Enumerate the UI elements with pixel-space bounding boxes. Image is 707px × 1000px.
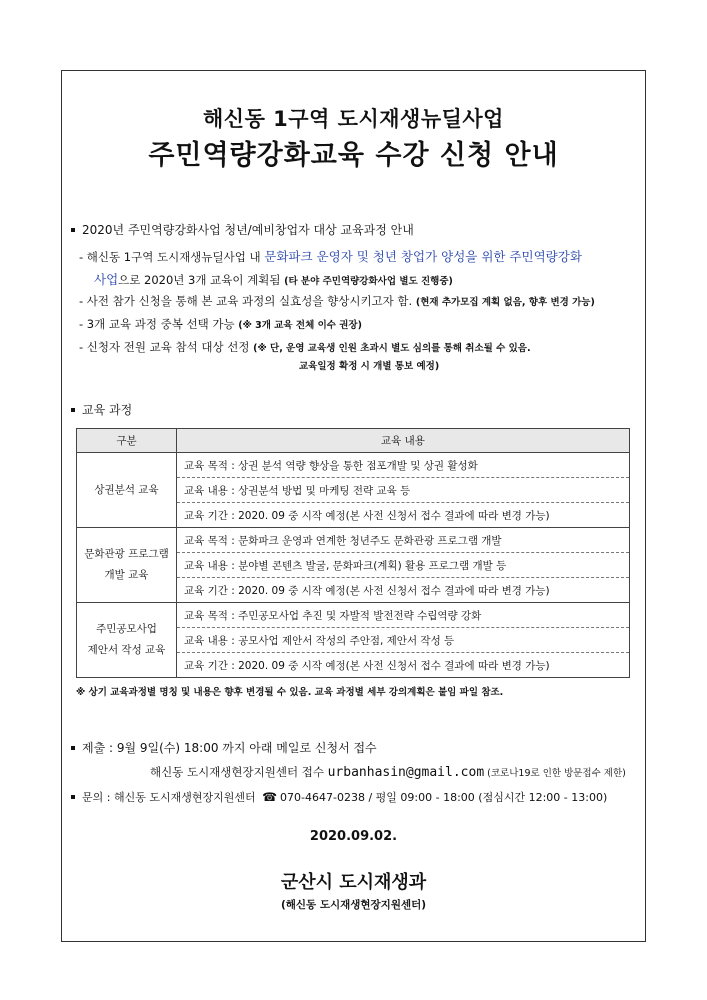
bullet3-text: - 3개 교육 과정 중복 선택 가능 bbox=[79, 317, 239, 331]
email-link[interactable]: urbanhasin@gmail.com bbox=[327, 765, 485, 780]
submission-note: (코로나19로 인한 방문접수 제한) bbox=[484, 768, 626, 779]
notice-document bbox=[61, 70, 646, 942]
course-detail: 교육 내용 : 분야별 콘텐츠 발굴, 문화파크(계획) 활용 프로그램 개발 등 bbox=[177, 553, 630, 578]
table-header-row bbox=[77, 429, 630, 453]
course-detail: 교육 목적 : 상권 분석 역량 향상을 통한 점포개발 및 상권 활성화 bbox=[177, 453, 630, 478]
office-hours: / 평일 09:00 - 18:00 (점심시간 12:00 - 13:00) bbox=[364, 791, 608, 804]
inquiry-line bbox=[71, 789, 607, 805]
course-detail: 교육 기간 : 2020. 09 중 시작 예정(본 사전 신청서 접수 결과에 따라 변경 가능) bbox=[177, 653, 630, 678]
category-label-cont: 개발 교육 bbox=[104, 569, 149, 581]
intro-bullet-3 bbox=[79, 316, 362, 332]
issuing-organization: 군산시 도시재생과 bbox=[280, 872, 427, 893]
course-detail: 교육 기간 : 2020. 09 중 시작 예정(본 사전 신청서 접수 결과에 따라 변경 가능) bbox=[177, 503, 630, 528]
course-heading-text: 교육 과정 bbox=[82, 403, 133, 417]
column-header-category: 구분 bbox=[77, 429, 177, 453]
intro-bullet-2 bbox=[79, 293, 595, 309]
bullet3-note: (※ 3개 교육 전체 이수 권장) bbox=[238, 320, 362, 331]
bullet1-highlight-a: 문화파크 운영자 및 청년 창업가 양성을 위한 주민역량강화 bbox=[264, 249, 582, 264]
intro-bullet-4-cont bbox=[299, 358, 439, 372]
course-detail: 교육 내용 : 상권분석 방법 및 마케팅 전략 교육 등 bbox=[177, 478, 630, 503]
bullet-icon bbox=[71, 746, 75, 750]
bullet1-prefix: - 해신동 1구역 도시재생뉴딜사업 내 bbox=[79, 250, 265, 264]
bullet1-highlight-b: 사업 bbox=[94, 272, 119, 287]
table-footnote: ※ 상기 교육과정별 명칭 및 내용은 향후 변경될 수 있음. 교육 과정별 세부 강의계획은 붙임 파일 참조. bbox=[76, 687, 504, 698]
course-category bbox=[77, 528, 177, 603]
course-category bbox=[77, 453, 177, 528]
bullet-icon bbox=[71, 795, 75, 799]
bullet2-note: (현재 추가모집 계획 없음, 향후 변경 가능) bbox=[415, 297, 595, 308]
submission-email-line bbox=[150, 764, 626, 780]
page-title-line1: 해신동 1구역 도시재생뉴딜사업 bbox=[203, 107, 504, 131]
submission-center-label: 해신동 도시재생현장지원센터 접수 bbox=[150, 765, 328, 779]
category-label-cont: 제안서 작성 교육 bbox=[87, 644, 166, 656]
course-table bbox=[76, 428, 630, 678]
intro-bullet-1b bbox=[94, 270, 453, 288]
intro-heading-text: 2020년 주민역량강화사업 청년/예비창업자 대상 교육과정 안내 bbox=[82, 223, 414, 237]
course-detail: 교육 내용 : 공모사업 제안서 작성의 주안점, 제안서 작성 등 bbox=[177, 628, 630, 653]
course-detail: 교육 기간 : 2020. 09 중 시작 예정(본 사전 신청서 접수 결과에 따라 변경 가능) bbox=[177, 578, 630, 603]
category-label: 문화관광 프로그램 bbox=[84, 548, 169, 560]
course-detail: 교육 목적 : 문화파크 운영과 연계한 청년주도 문화관광 프로그램 개발 bbox=[177, 528, 630, 553]
bullet4-text: - 신청자 전원 교육 참석 대상 선정 bbox=[79, 340, 254, 354]
bullet2-text: - 사전 참가 신청을 통해 본 교육 과정의 실효성을 향상시키고자 함. bbox=[79, 294, 416, 308]
category-label: 상권분석 교육 bbox=[94, 483, 159, 496]
intro-bullet-1a bbox=[79, 247, 582, 265]
bullet1-note: (타 분야 주민역량강화사업 별도 진행중) bbox=[284, 276, 453, 287]
course-heading bbox=[71, 401, 132, 418]
bullet4-note-a: (※ 단, 운영 교육생 인원 초과시 별도 심의를 통해 취소될 수 있음. bbox=[253, 343, 531, 354]
bullet-icon bbox=[71, 408, 75, 412]
course-category bbox=[77, 603, 177, 678]
page-title-line2: 주민역량강화교육 수강 신청 안내 bbox=[148, 140, 559, 171]
table-row bbox=[77, 603, 630, 628]
phone-number[interactable]: 070-4647-0238 bbox=[280, 791, 365, 804]
phone-icon: ☎ bbox=[262, 790, 278, 804]
bullet4-note-b: 교육일정 확정 시 개별 통보 예정) bbox=[299, 361, 440, 372]
column-header-content: 교육 내용 bbox=[177, 429, 630, 453]
issuing-sub-organization: (해신동 도시재생현장지원센터) bbox=[280, 899, 427, 911]
inquiry-text: 문의 : 해신동 도시재생현장지원센터 bbox=[82, 791, 260, 804]
intro-heading bbox=[71, 221, 414, 238]
bullet-icon bbox=[71, 228, 75, 232]
table-row bbox=[77, 453, 630, 478]
table-row bbox=[77, 528, 630, 553]
submission-line bbox=[71, 739, 377, 756]
category-label: 주민공모사업 bbox=[96, 623, 157, 635]
intro-bullet-4 bbox=[79, 339, 531, 355]
course-detail: 교육 목적 : 주민공모사업 추진 및 자발적 발전전략 수립역량 강화 bbox=[177, 603, 630, 628]
submission-text: 제출 : 9월 9일(수) 18:00 까지 아래 메일로 신청서 접수 bbox=[82, 741, 377, 755]
document-date: 2020.09.02. bbox=[309, 829, 398, 844]
bullet1-suffix: 으로 2020년 3개 교육이 계획됨 bbox=[118, 273, 285, 287]
